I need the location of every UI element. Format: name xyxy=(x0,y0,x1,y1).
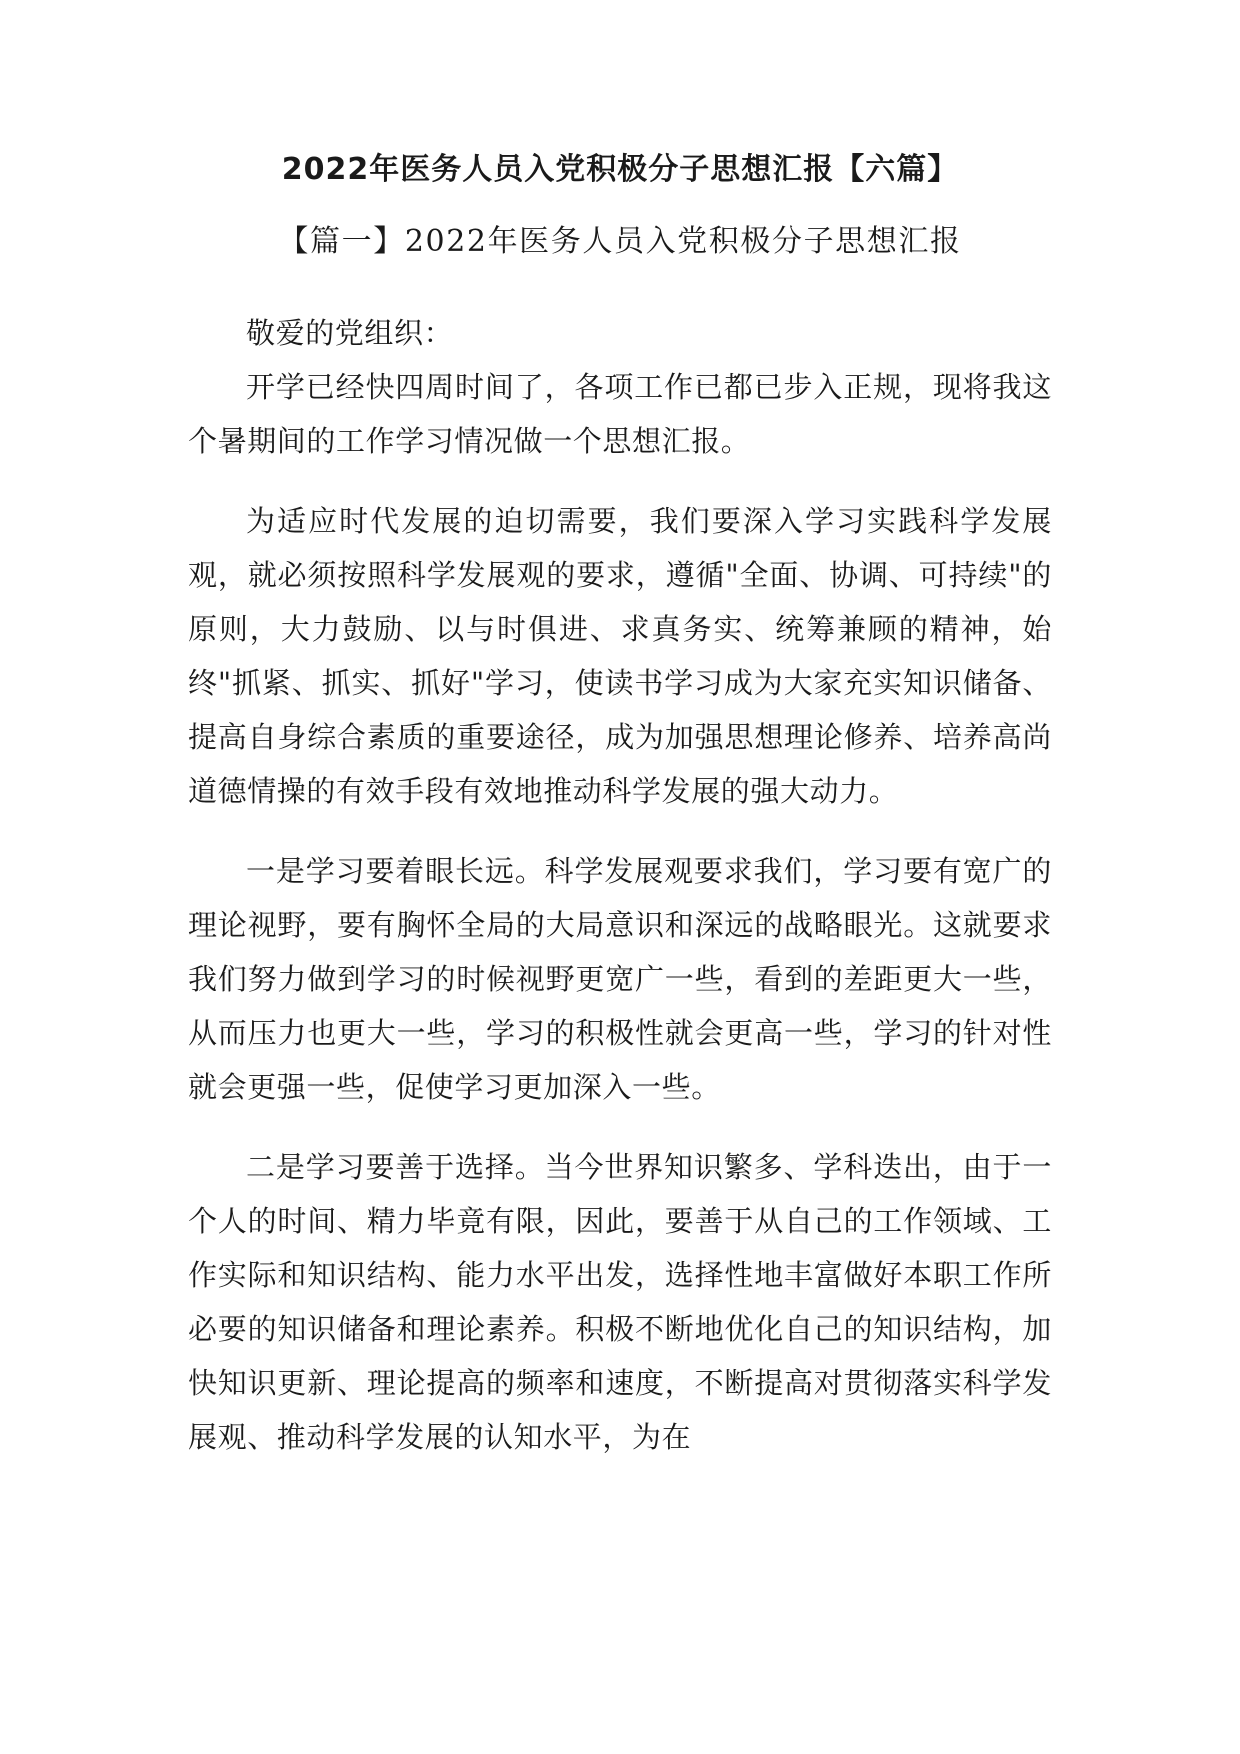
paragraph: 一是学习要着眼长远。科学发展观要求我们，学习要有宽广的理论视野，要有胸怀全局的大局意识和深远的战略眼光。这就要求我们努力做到学习的时候视野更宽广一些，看到的差距更大一些，从而压力也更大一些，学习的积极性就会更高一些，学习的针对性就会更强一些，促使学习更加深入一些。 xyxy=(188,854,1052,1104)
document-body xyxy=(188,306,1052,1464)
section-heading: 【篇一】2022年医务人员入党积极分子思想汇报 xyxy=(278,224,962,259)
salutation: 敬爱的党组织： xyxy=(246,316,454,350)
paragraph: 二是学习要善于选择。当今世界知识繁多、学科迭出，由于一个人的时间、精力毕竟有限，因此，要善于从自己的工作领域、工作实际和知识结构、能力水平出发，选择性地丰富做好本职工作所必要的知识储备和理论素养。积极不断地优化自己的知识结构，加快知识更新、理论提高的频率和速度，不断提高对贯彻落实科学发展观、推动科学发展的认知水平，为在 xyxy=(188,1150,1052,1454)
document-title: 2022年医务人员入党积极分子思想汇报【六篇】 xyxy=(281,152,959,187)
paragraph: 为适应时代发展的迫切需要，我们要深入学习实践科学发展观，就必须按照科学发展观的要求，遵循"全面、协调、可持续"的原则，大力鼓励、以与时俱进、求真务实、统筹兼顾的精神，始终"抓紧、抓实、抓好"学习，使读书学习成为大家充实知识储备、提高自身综合素质的重要途径，成为加强思想理论修养、培养高尚道德情操的有效手段有效地推动科学发展的强大动力。 xyxy=(188,504,1052,808)
paragraph: 开学已经快四周时间了，各项工作已都已步入正规，现将我这个暑期间的工作学习情况做一个思想汇报。 xyxy=(188,370,1052,458)
